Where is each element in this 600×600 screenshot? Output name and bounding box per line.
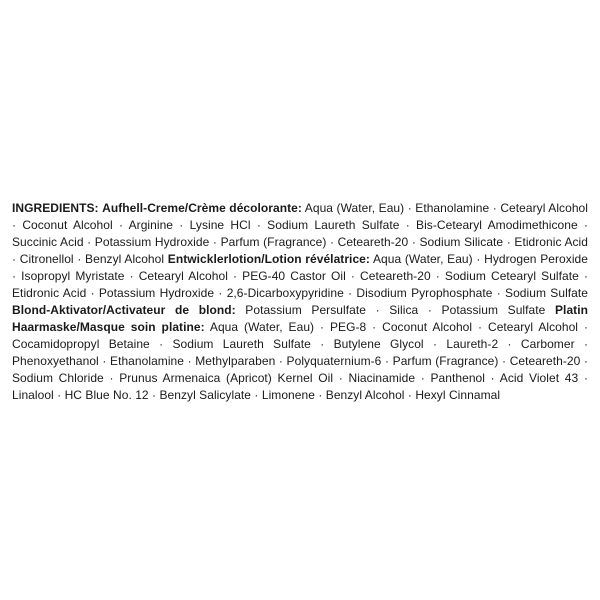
section-text-lightening-cream: Aqua (Water, Eau) · Ethanolamine · Cetearyl Alcohol · Coconut Alcohol · Arginine · Lysine HCl · Sodium Laureth Sulfate · Bis-Cetearyl Amodimethicone · Succinic Acid · Potassium Hydroxide · Parfum (Fragrance) · Ceteareth-20 · Sodium Silicate · Etidronic Acid · Citronellol · Benzyl Alcohol	[12, 201, 588, 266]
section-text-developer-lotion: Aqua (Water, Eau) · Hydrogen Peroxide · Isopropyl Myristate · Cetearyl Alcohol · PEG-40 Castor Oil · Ceteareth-20 · Sodium Cetearyl Sulfate · Etidronic Acid · Potassium Hydroxide · 2,6-Dicarboxypyridine · Disodium Pyrophosphate · Sodium Sulfate	[12, 252, 588, 300]
section-title-platinum-hair-mask: Platin Haarmaske/Masque soin platine:	[12, 303, 588, 334]
ingredients-heading: INGREDIENTS:	[12, 201, 99, 215]
section-text-blond-activator: Potassium Persulfate · Silica · Potassium Sulfate	[245, 303, 546, 317]
ingredients-list	[12, 200, 588, 404]
section-title-lightening-cream: Aufhell-Creme/Crème décolorante:	[102, 201, 302, 215]
section-title-developer-lotion: Entwicklerlotion/Lotion révélatrice:	[167, 252, 370, 266]
section-text-platinum-hair-mask: Aqua (Water, Eau) · PEG-8 · Coconut Alcohol · Cetearyl Alcohol · Cocamidopropyl Betaine · Sodium Laureth Sulfate · Butylene Glycol · Laureth-2 · Carbomer · Phenoxyethanol · Ethanolamine · Methylparaben · Polyquaternium-6 · Parfum (Fragrance) · Ceteareth-20 · Sodium Chloride · Prunus Armenaica (Apricot) Kernel Oil · Niacinamide · Panthenol · Acid Violet 43 · Linalool · HC Blue No. 12 · Benzyl Salicylate · Limonene · Benzyl Alcohol · Hexyl Cinnamal	[12, 320, 588, 402]
section-title-blond-activator: Blond-Aktivator/Activateur de blond:	[12, 303, 236, 317]
